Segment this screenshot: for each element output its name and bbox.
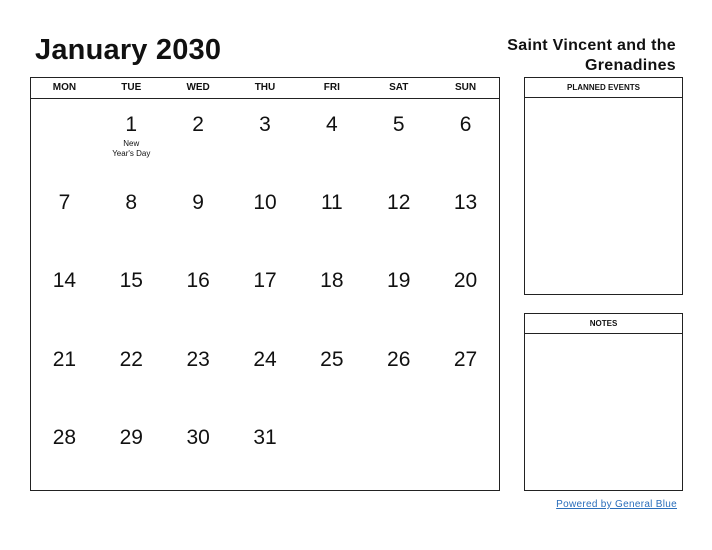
day-cell-10 — [232, 177, 299, 255]
day-number: 5 — [392, 113, 405, 136]
day-cell-29 — [98, 412, 165, 490]
day-cell-empty — [365, 412, 432, 490]
day-cell-4 — [298, 99, 365, 177]
day-number — [432, 412, 499, 426]
planned-events-title: PLANNED EVENTS — [525, 78, 682, 98]
day-cell-23 — [165, 334, 232, 412]
day-cell-1 — [98, 99, 165, 177]
day-number: 27 — [453, 347, 478, 371]
day-number: 20 — [453, 269, 478, 293]
day-number: 24 — [253, 347, 277, 371]
day-cell-6 — [432, 99, 499, 177]
day-cell-16 — [165, 255, 232, 333]
day-number: 12 — [387, 191, 411, 215]
day-number — [298, 412, 365, 426]
weekday-wed: WED — [186, 82, 210, 93]
weekday-mon: MON — [52, 82, 77, 93]
day-cell-25 — [298, 334, 365, 412]
weekday-header — [31, 78, 499, 99]
day-cell-26 — [365, 334, 432, 412]
notes-panel — [524, 313, 683, 491]
day-number: 7 — [58, 191, 71, 215]
day-cell-30 — [165, 412, 232, 490]
day-number: 28 — [52, 425, 77, 449]
holiday-label: New Year's Day — [112, 139, 151, 158]
day-cell-14 — [31, 255, 98, 333]
day-number: 8 — [125, 191, 138, 215]
day-cell-2 — [165, 99, 232, 177]
day-number — [365, 412, 432, 426]
day-number: 30 — [186, 425, 210, 449]
day-number: 29 — [119, 425, 143, 449]
day-cell-empty — [298, 412, 365, 490]
day-cell-31 — [232, 412, 299, 490]
weekday-sun: SUN — [455, 82, 477, 93]
day-number: 1 — [125, 113, 138, 136]
day-number: 9 — [192, 191, 204, 215]
month-calendar — [30, 77, 500, 491]
day-cell-20 — [432, 255, 499, 333]
day-number: 18 — [320, 269, 344, 293]
day-cell-12 — [365, 177, 432, 255]
day-number: 21 — [52, 347, 77, 371]
day-number: 23 — [186, 347, 210, 371]
weekday-sat: SAT — [389, 82, 409, 93]
day-number: 15 — [119, 269, 143, 293]
day-cell-18 — [298, 255, 365, 333]
day-number: 11 — [320, 191, 343, 215]
day-cell-22 — [98, 334, 165, 412]
day-cell-7 — [31, 177, 98, 255]
day-cell-15 — [98, 255, 165, 333]
day-number: 13 — [453, 191, 478, 215]
day-cell-3 — [232, 99, 299, 177]
notes-title: NOTES — [525, 314, 682, 334]
day-number — [31, 99, 98, 113]
day-number: 3 — [259, 113, 271, 136]
day-number: 22 — [119, 347, 143, 371]
weekday-thu: THU — [254, 82, 276, 93]
day-number: 14 — [52, 269, 77, 293]
calendar-grid — [31, 99, 499, 490]
day-number: 19 — [387, 269, 411, 293]
day-number: 6 — [459, 113, 472, 136]
day-cell-17 — [232, 255, 299, 333]
day-cell-9 — [165, 177, 232, 255]
day-cell-13 — [432, 177, 499, 255]
day-cell-empty — [432, 412, 499, 490]
country-name: Saint Vincent and the Grenadines — [507, 37, 676, 74]
day-cell-24 — [232, 334, 299, 412]
powered-by-link[interactable]: Powered by General Blue — [556, 499, 677, 510]
day-cell-11 — [298, 177, 365, 255]
day-number: 25 — [320, 347, 344, 371]
day-number: 16 — [186, 269, 210, 293]
weekday-fri: FRI — [323, 82, 340, 93]
day-cell-5 — [365, 99, 432, 177]
day-cell-19 — [365, 255, 432, 333]
day-cell-21 — [31, 334, 98, 412]
day-cell-empty — [31, 99, 98, 177]
day-cell-8 — [98, 177, 165, 255]
weekday-tue: TUE — [121, 82, 142, 93]
day-number: 10 — [253, 191, 277, 215]
day-cell-27 — [432, 334, 499, 412]
day-cell-28 — [31, 412, 98, 490]
day-number: 17 — [253, 269, 277, 293]
day-number: 31 — [253, 425, 277, 449]
day-number: 2 — [192, 113, 204, 136]
day-number: 4 — [326, 113, 338, 136]
page-title: January 2030 — [35, 34, 222, 66]
day-number: 26 — [387, 347, 411, 371]
planned-events-panel — [524, 77, 683, 295]
